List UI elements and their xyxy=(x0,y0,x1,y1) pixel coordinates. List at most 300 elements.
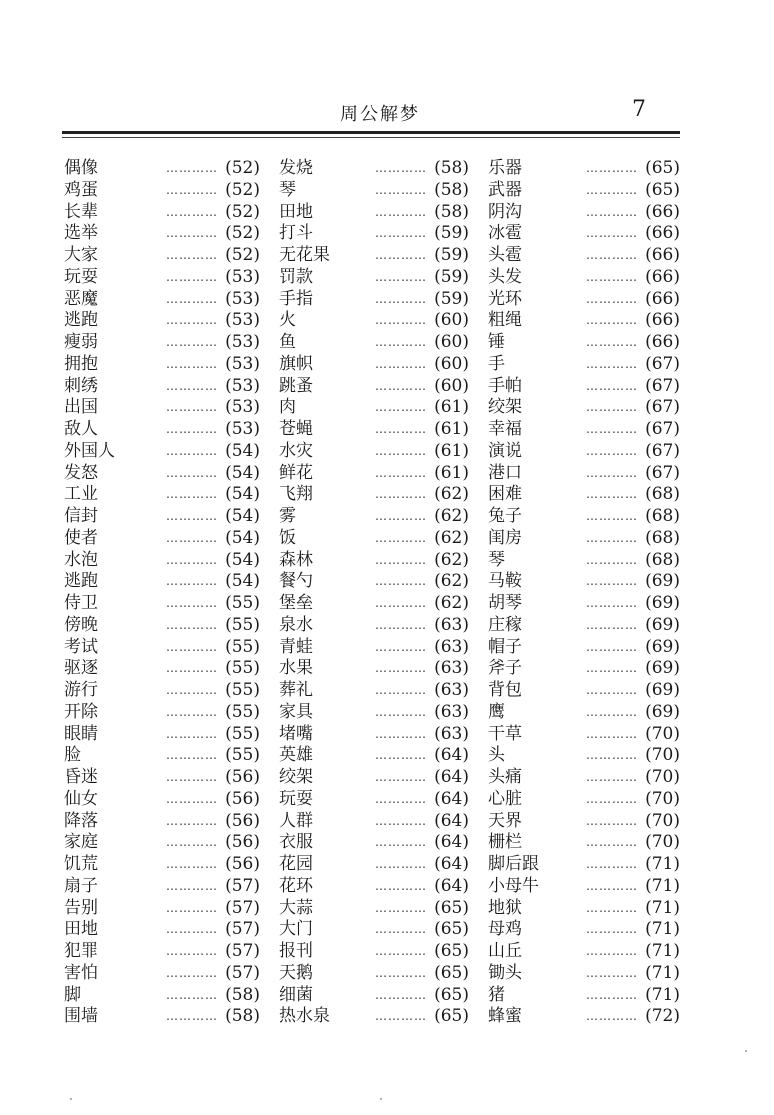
entry-page-ref: (68) xyxy=(645,527,680,548)
entry-term: 锤 xyxy=(488,332,505,352)
index-entry xyxy=(488,789,680,811)
dot-leader: ………… xyxy=(375,335,427,349)
index-entry xyxy=(488,919,680,941)
dot-leader: ………… xyxy=(586,291,638,306)
entry-term: 使者 xyxy=(64,527,98,548)
dot-leader: ………… xyxy=(375,269,427,284)
dot-leader: ………… xyxy=(166,269,218,284)
dot-leader: ………… xyxy=(375,574,427,589)
entry-term: 森林 xyxy=(279,549,313,570)
entry-page-ref: (56) xyxy=(225,788,260,809)
entry-term: 昏迷 xyxy=(64,767,98,787)
entry-page-ref: (71) xyxy=(645,854,680,874)
entry-term: 雾 xyxy=(279,506,296,526)
entry-term: 马鞍 xyxy=(488,571,522,592)
entry-term: 衣服 xyxy=(279,832,313,853)
entry-page-ref: (58) xyxy=(434,201,469,222)
dot-leader: ………… xyxy=(586,661,638,676)
entry-term: 飞翔 xyxy=(279,484,313,505)
dot-leader: ………… xyxy=(586,356,638,371)
dot-leader: ………… xyxy=(586,530,638,545)
entry-page-ref: (65) xyxy=(434,962,469,983)
index-entry xyxy=(279,745,469,767)
entry-page-ref: (53) xyxy=(225,266,260,287)
entry-page-ref: (54) xyxy=(225,527,260,548)
entry-term: 仙女 xyxy=(64,788,98,809)
index-entry xyxy=(64,637,260,659)
index-entry xyxy=(488,615,680,637)
entry-term: 考试 xyxy=(64,636,98,657)
dot-leader: ………… xyxy=(586,748,638,763)
index-entry xyxy=(488,637,680,659)
entry-term: 大家 xyxy=(64,245,98,265)
entry-page-ref: (62) xyxy=(434,527,469,548)
dot-leader: ………… xyxy=(375,965,427,980)
entry-page-ref: (68) xyxy=(645,484,680,505)
entry-term: 鹰 xyxy=(488,701,505,722)
entry-page-ref: (55) xyxy=(225,636,260,657)
entry-term: 庄稼 xyxy=(488,614,522,635)
index-entry xyxy=(488,441,680,463)
index-entry xyxy=(64,615,260,637)
scan-speck xyxy=(70,1098,72,1100)
scan-speck xyxy=(380,1098,382,1100)
index-entry xyxy=(64,506,260,528)
entry-page-ref: (52) xyxy=(225,223,260,244)
entry-page-ref: (67) xyxy=(645,419,680,439)
entry-page-ref: (53) xyxy=(225,419,260,439)
entry-page-ref: (63) xyxy=(434,658,469,679)
entry-page-ref: (58) xyxy=(434,179,469,200)
index-entry xyxy=(488,354,680,376)
dot-leader: ………… xyxy=(166,661,218,676)
entry-term: 花环 xyxy=(279,875,313,896)
dot-leader: ………… xyxy=(586,617,638,632)
entry-term: 出国 xyxy=(64,397,98,418)
entry-page-ref: (55) xyxy=(225,593,260,613)
entry-page-ref: (60) xyxy=(434,332,469,352)
index-entry xyxy=(488,332,680,354)
entry-term: 母鸡 xyxy=(488,919,522,940)
entry-term: 人群 xyxy=(279,810,313,831)
entry-page-ref: (53) xyxy=(225,397,260,418)
dot-leader: ………… xyxy=(166,704,218,719)
entry-page-ref: (65) xyxy=(434,1006,469,1027)
index-entry xyxy=(64,854,260,876)
entry-term: 敌人 xyxy=(64,419,98,439)
index-entry xyxy=(488,506,680,528)
entry-term: 闺房 xyxy=(488,527,522,548)
dot-leader: ………… xyxy=(586,791,638,806)
dot-leader: ………… xyxy=(166,965,218,980)
entry-page-ref: (52) xyxy=(225,201,260,222)
dot-leader: ………… xyxy=(375,813,427,828)
scan-speck xyxy=(745,1050,747,1052)
entry-term: 猪 xyxy=(488,984,505,1005)
index-entry xyxy=(279,658,469,680)
index-entry xyxy=(488,310,680,332)
index-entry xyxy=(64,332,260,354)
entry-term: 偶像 xyxy=(64,158,98,178)
index-entry xyxy=(279,1006,469,1028)
entry-page-ref: (64) xyxy=(434,810,469,831)
entry-term: 旗帜 xyxy=(279,353,313,374)
index-entry xyxy=(64,419,260,441)
entry-page-ref: (61) xyxy=(434,419,469,439)
entry-term: 港口 xyxy=(488,462,522,483)
dot-leader: ………… xyxy=(166,378,218,393)
entry-page-ref: (71) xyxy=(645,941,680,961)
index-entry xyxy=(64,985,260,1007)
index-entry xyxy=(488,528,680,550)
entry-page-ref: (67) xyxy=(645,397,680,418)
dot-leader: ………… xyxy=(586,552,638,567)
dot-leader: ………… xyxy=(586,726,638,741)
dot-leader: ………… xyxy=(375,248,427,262)
entry-term: 幸福 xyxy=(488,419,522,439)
entry-page-ref: (66) xyxy=(645,245,680,265)
dot-leader: ………… xyxy=(586,204,638,219)
index-entry xyxy=(64,267,260,289)
entry-term: 傍晚 xyxy=(64,614,98,635)
dot-leader: ………… xyxy=(586,770,638,784)
entry-page-ref: (70) xyxy=(645,832,680,853)
entry-term: 粗绳 xyxy=(488,310,522,331)
index-entry xyxy=(64,941,260,963)
dot-leader: ………… xyxy=(375,356,427,371)
index-entry xyxy=(279,789,469,811)
entry-page-ref: (63) xyxy=(434,680,469,700)
index-entry xyxy=(488,245,680,267)
entry-page-ref: (64) xyxy=(434,854,469,874)
index-entry xyxy=(279,354,469,376)
dot-leader: ………… xyxy=(166,226,218,241)
dot-leader: ………… xyxy=(166,726,218,741)
dot-leader: ………… xyxy=(586,422,638,436)
index-entry xyxy=(279,419,469,441)
index-entry xyxy=(488,811,680,833)
index-entry xyxy=(279,332,469,354)
index-entry xyxy=(279,158,469,180)
entry-term: 光环 xyxy=(488,288,522,309)
entry-page-ref: (65) xyxy=(434,984,469,1005)
index-entry xyxy=(279,202,469,224)
page-title: 周公解梦 xyxy=(340,104,420,125)
entry-term: 玩耍 xyxy=(279,788,313,809)
entry-page-ref: (57) xyxy=(225,897,260,918)
entry-page-ref: (68) xyxy=(645,549,680,570)
dot-leader: ………… xyxy=(375,791,427,806)
entry-term: 天界 xyxy=(488,810,522,831)
dot-leader: ………… xyxy=(586,465,638,480)
entry-term: 开除 xyxy=(64,701,98,722)
dot-leader: ………… xyxy=(586,900,638,915)
entry-page-ref: (55) xyxy=(225,614,260,635)
dot-leader: ………… xyxy=(375,835,427,850)
entry-page-ref: (63) xyxy=(434,636,469,657)
entry-page-ref: (71) xyxy=(645,897,680,918)
dot-leader: ………… xyxy=(166,574,218,589)
index-entry xyxy=(488,854,680,876)
dot-leader: ………… xyxy=(166,291,218,306)
entry-page-ref: (54) xyxy=(225,571,260,592)
entry-term: 大门 xyxy=(279,919,313,940)
index-column-3 xyxy=(488,158,680,1028)
index-entry xyxy=(279,985,469,1007)
index-entry xyxy=(488,180,680,202)
index-entry xyxy=(279,223,469,245)
index-entry xyxy=(64,550,260,572)
entry-term: 花园 xyxy=(279,854,313,874)
index-entry xyxy=(64,180,260,202)
dot-leader: ………… xyxy=(166,922,218,937)
index-entry xyxy=(64,680,260,702)
dot-leader: ………… xyxy=(375,617,427,632)
dot-leader: ………… xyxy=(586,378,638,393)
index-entry xyxy=(64,245,260,267)
dot-leader: ………… xyxy=(586,574,638,589)
index-entry xyxy=(279,484,469,506)
entry-page-ref: (56) xyxy=(225,832,260,853)
entry-term: 逃跑 xyxy=(64,571,98,592)
index-entry xyxy=(279,724,469,746)
entry-page-ref: (52) xyxy=(225,158,260,178)
index-entry xyxy=(64,658,260,680)
index-entry xyxy=(279,441,469,463)
index-column-2 xyxy=(279,158,469,1028)
entry-term: 恶魔 xyxy=(64,288,98,309)
entry-term: 游行 xyxy=(64,680,98,700)
entry-term: 发烧 xyxy=(279,158,313,178)
dot-leader: ………… xyxy=(166,465,218,480)
index-entry xyxy=(488,550,680,572)
dot-leader: ………… xyxy=(166,878,218,893)
index-entry xyxy=(64,463,260,485)
index-entry xyxy=(279,615,469,637)
entry-term: 眼睛 xyxy=(64,723,98,744)
entry-page-ref: (69) xyxy=(645,658,680,679)
entry-page-ref: (66) xyxy=(645,223,680,244)
entry-term: 跳蚤 xyxy=(279,375,313,396)
entry-page-ref: (58) xyxy=(225,1006,260,1027)
dot-leader: ………… xyxy=(166,313,218,328)
entry-page-ref: (60) xyxy=(434,310,469,331)
index-entry xyxy=(64,919,260,941)
index-entry xyxy=(488,941,680,963)
index-entry xyxy=(64,593,260,615)
entry-term: 绞架 xyxy=(488,397,522,418)
index-entry xyxy=(64,963,260,985)
entry-term: 琴 xyxy=(488,549,505,570)
index-entry xyxy=(488,376,680,398)
entry-term: 脚 xyxy=(64,984,81,1005)
entry-term: 栅栏 xyxy=(488,832,522,853)
dot-leader: ………… xyxy=(166,530,218,545)
dot-leader: ………… xyxy=(166,596,218,610)
index-entry xyxy=(279,963,469,985)
dot-leader: ………… xyxy=(166,509,218,523)
dot-leader: ………… xyxy=(586,248,638,262)
index-entry xyxy=(279,919,469,941)
entry-term: 阴沟 xyxy=(488,201,522,222)
entry-term: 田地 xyxy=(279,201,313,222)
entry-term: 家具 xyxy=(279,701,313,722)
entry-page-ref: (53) xyxy=(225,288,260,309)
entry-term: 蜂蜜 xyxy=(488,1006,522,1027)
entry-term: 无花果 xyxy=(279,245,330,265)
entry-term: 青蛙 xyxy=(279,636,313,657)
dot-leader: ………… xyxy=(586,161,638,175)
entry-term: 逃跑 xyxy=(64,310,98,331)
index-entry xyxy=(64,223,260,245)
entry-page-ref: (54) xyxy=(225,549,260,570)
dot-leader: ………… xyxy=(166,422,218,436)
entry-term: 信封 xyxy=(64,506,98,526)
dot-leader: ………… xyxy=(166,639,218,654)
dot-leader: ………… xyxy=(586,313,638,328)
dot-leader: ………… xyxy=(375,226,427,241)
entry-page-ref: (71) xyxy=(645,919,680,940)
entry-page-ref: (64) xyxy=(434,767,469,787)
entry-term: 武器 xyxy=(488,179,522,200)
entry-term: 犯罪 xyxy=(64,941,98,961)
entry-page-ref: (69) xyxy=(645,571,680,592)
index-entry xyxy=(64,767,260,789)
entry-term: 山丘 xyxy=(488,941,522,961)
dot-leader: ………… xyxy=(375,900,427,915)
header-rule-thick xyxy=(62,131,680,134)
entry-term: 脚后跟 xyxy=(488,854,539,874)
dot-leader: ………… xyxy=(166,944,218,958)
index-entry xyxy=(279,376,469,398)
entry-term: 瘦弱 xyxy=(64,332,98,352)
index-entry xyxy=(488,898,680,920)
entry-term: 地狱 xyxy=(488,897,522,918)
entry-term: 长辈 xyxy=(64,201,98,222)
dot-leader: ………… xyxy=(586,335,638,349)
entry-term: 家庭 xyxy=(64,832,98,853)
entry-page-ref: (64) xyxy=(434,745,469,766)
entry-page-ref: (53) xyxy=(225,375,260,396)
dot-leader: ………… xyxy=(375,465,427,480)
entry-page-ref: (65) xyxy=(434,941,469,961)
dot-leader: ………… xyxy=(375,683,427,697)
entry-term: 小母牛 xyxy=(488,875,539,896)
dot-leader: ………… xyxy=(166,335,218,349)
dot-leader: ………… xyxy=(375,487,427,502)
entry-term: 兔子 xyxy=(488,506,522,526)
entry-page-ref: (56) xyxy=(225,854,260,874)
index-entry xyxy=(488,832,680,854)
entry-page-ref: (67) xyxy=(645,440,680,461)
dot-leader: ………… xyxy=(375,987,427,1002)
entry-term: 饭 xyxy=(279,527,296,548)
entry-term: 鱼 xyxy=(279,332,296,352)
entry-term: 乐器 xyxy=(488,158,522,178)
dot-leader: ………… xyxy=(586,226,638,241)
index-entry xyxy=(64,289,260,311)
dot-leader: ………… xyxy=(166,1009,218,1024)
entry-term: 鸡蛋 xyxy=(64,179,98,200)
dot-leader: ………… xyxy=(166,161,218,175)
entry-page-ref: (69) xyxy=(645,701,680,722)
dot-leader: ………… xyxy=(375,509,427,523)
dot-leader: ………… xyxy=(375,770,427,784)
entry-term: 泉水 xyxy=(279,614,313,635)
dot-leader: ………… xyxy=(375,944,427,958)
entry-page-ref: (69) xyxy=(645,593,680,613)
entry-page-ref: (61) xyxy=(434,397,469,418)
index-entry xyxy=(279,898,469,920)
index-entry xyxy=(279,245,469,267)
entry-term: 手 xyxy=(488,353,505,374)
entry-term: 火 xyxy=(279,310,296,331)
entry-page-ref: (60) xyxy=(434,375,469,396)
entry-page-ref: (65) xyxy=(645,179,680,200)
dot-leader: ………… xyxy=(166,748,218,763)
entry-page-ref: (58) xyxy=(434,158,469,178)
entry-term: 困难 xyxy=(488,484,522,505)
index-entry xyxy=(64,376,260,398)
entry-term: 英雄 xyxy=(279,745,313,766)
dot-leader: ………… xyxy=(586,944,638,958)
dot-leader: ………… xyxy=(375,704,427,719)
entry-term: 罚款 xyxy=(279,266,313,287)
dot-leader: ………… xyxy=(166,857,218,871)
dot-leader: ………… xyxy=(586,269,638,284)
dot-leader: ………… xyxy=(375,313,427,328)
entry-term: 斧子 xyxy=(488,658,522,679)
entry-term: 鲜花 xyxy=(279,462,313,483)
entry-page-ref: (62) xyxy=(434,571,469,592)
index-entry xyxy=(488,593,680,615)
entry-page-ref: (67) xyxy=(645,462,680,483)
index-entry xyxy=(279,310,469,332)
index-entry xyxy=(279,637,469,659)
dot-leader: ………… xyxy=(375,400,427,415)
dot-leader: ………… xyxy=(375,639,427,654)
entry-page-ref: (53) xyxy=(225,332,260,352)
entry-page-ref: (59) xyxy=(434,245,469,265)
entry-page-ref: (55) xyxy=(225,658,260,679)
entry-term: 冰雹 xyxy=(488,223,522,244)
entry-page-ref: (62) xyxy=(434,506,469,526)
entry-page-ref: (70) xyxy=(645,767,680,787)
entry-page-ref: (61) xyxy=(434,440,469,461)
dot-leader: ………… xyxy=(166,791,218,806)
dot-leader: ………… xyxy=(166,552,218,567)
dot-leader: ………… xyxy=(166,683,218,697)
dot-leader: ………… xyxy=(375,161,427,175)
entry-term: 演说 xyxy=(488,440,522,461)
entry-page-ref: (64) xyxy=(434,788,469,809)
entry-term: 干草 xyxy=(488,723,522,744)
entry-term: 琴 xyxy=(279,179,296,200)
entry-page-ref: (68) xyxy=(645,506,680,526)
dot-leader: ………… xyxy=(375,530,427,545)
page-number: 7 xyxy=(632,97,646,122)
index-entry xyxy=(279,702,469,724)
entry-page-ref: (66) xyxy=(645,310,680,331)
index-entry xyxy=(279,397,469,419)
entry-term: 头雹 xyxy=(488,245,522,265)
entry-page-ref: (67) xyxy=(645,353,680,374)
entry-term: 手帕 xyxy=(488,375,522,396)
entry-term: 天鹅 xyxy=(279,962,313,983)
entry-term: 告别 xyxy=(64,897,98,918)
entry-page-ref: (71) xyxy=(645,875,680,896)
index-entry xyxy=(279,289,469,311)
